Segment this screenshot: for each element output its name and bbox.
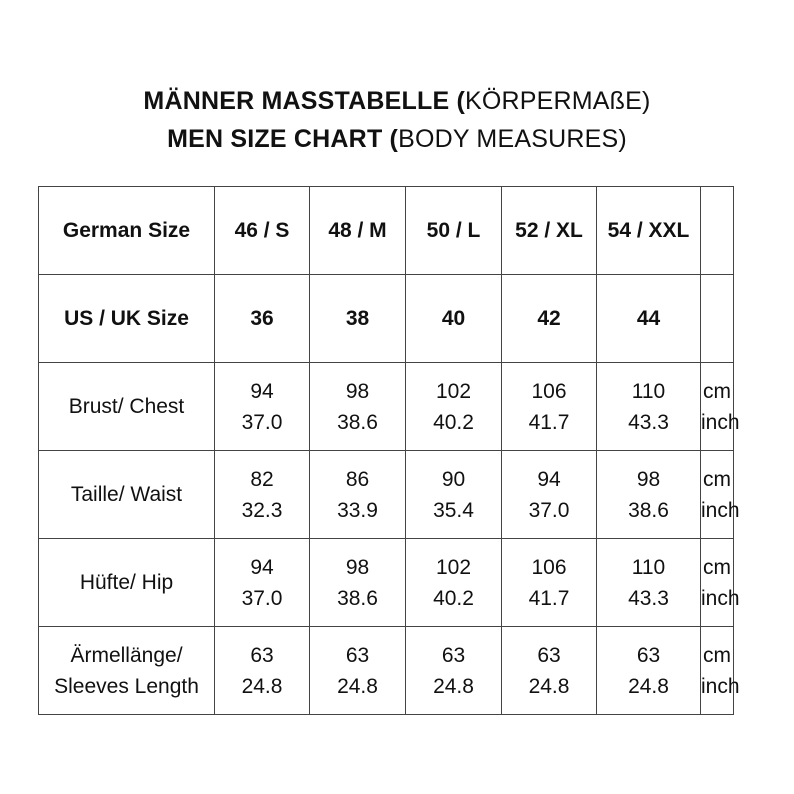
size-cell: 44 [597, 275, 701, 363]
table-body [39, 187, 740, 715]
value-cm: 102 [435, 555, 472, 579]
size-cell: 46 / S [215, 187, 310, 275]
row-label: German Size [39, 187, 215, 275]
row-label-line1: Brust/ Chest [68, 395, 185, 418]
unit-inch: inch [701, 586, 740, 610]
value-cm: 98 [345, 555, 370, 579]
value-cm: 106 [531, 379, 567, 403]
value-cm: 63 [250, 643, 274, 667]
german-size-row [39, 187, 734, 275]
row-label [39, 363, 215, 451]
size-cell: 42 [502, 275, 597, 363]
value-inch: 38.6 [337, 586, 378, 610]
size-cell: 36 [215, 275, 310, 363]
value-cm: 110 [631, 555, 666, 579]
value-cm: 94 [537, 467, 561, 491]
measure-row [39, 539, 734, 627]
value-inch: 24.8 [433, 674, 474, 698]
measure-row [39, 363, 734, 451]
measure-cell [597, 627, 701, 715]
measure-cell [215, 363, 310, 451]
row-label-line2: Sleeves Length [54, 674, 199, 698]
measure-cell [597, 363, 701, 451]
value-inch: 37.0 [528, 498, 570, 522]
size-cell: 48 / M [310, 187, 406, 275]
title-german-bold: MÄNNER MASSTABELLE ( [143, 87, 465, 115]
measure-cell [406, 539, 502, 627]
measure-cell [215, 627, 310, 715]
size-table [38, 186, 740, 715]
unit-inch: inch [701, 410, 740, 434]
row-label [39, 627, 215, 715]
measure-row [39, 627, 734, 715]
measure-cell [502, 363, 597, 451]
measure-row [39, 451, 734, 539]
value-inch: 32.3 [241, 498, 283, 522]
unit-cm: cm [703, 379, 731, 403]
value-inch: 43.3 [628, 586, 669, 610]
size-cell: 50 / L [406, 187, 502, 275]
row-label: US / UK Size [39, 275, 215, 363]
value-cm: 98 [345, 379, 370, 403]
value-cm: 63 [636, 643, 661, 667]
title-english [0, 120, 794, 158]
measure-cell [215, 539, 310, 627]
row-label [39, 451, 215, 539]
unit-inch: inch [701, 674, 740, 698]
measure-cell [406, 627, 502, 715]
value-cm: 94 [250, 555, 274, 579]
measure-cell [310, 539, 406, 627]
chart-title [0, 82, 794, 158]
us-uk-size-row [39, 275, 734, 363]
title-english-light: BODY MEASURES) [398, 125, 627, 153]
value-inch: 24.8 [628, 674, 669, 698]
value-inch: 24.8 [337, 674, 378, 698]
value-inch: 43.3 [628, 410, 669, 434]
title-german [0, 82, 794, 120]
value-cm: 106 [531, 555, 567, 579]
measure-cell [502, 627, 597, 715]
value-inch: 41.7 [528, 410, 570, 434]
unit-cm: cm [703, 643, 731, 667]
value-cm: 90 [441, 467, 466, 491]
measure-cell [502, 539, 597, 627]
value-inch: 24.8 [528, 674, 570, 698]
measure-cell [406, 363, 502, 451]
value-inch: 38.6 [628, 498, 669, 522]
unit-cm: cm [703, 467, 731, 491]
unit-inch: inch [701, 498, 740, 522]
measure-cell [310, 451, 406, 539]
value-cm: 94 [250, 379, 274, 403]
measure-cell [215, 451, 310, 539]
value-cm: 82 [250, 467, 274, 491]
measure-cell [406, 451, 502, 539]
value-inch: 33.9 [337, 498, 378, 522]
value-cm: 110 [631, 379, 666, 403]
size-cell: 54 / XXL [597, 187, 701, 275]
measure-cell [310, 363, 406, 451]
value-cm: 63 [345, 643, 370, 667]
value-inch: 38.6 [337, 410, 378, 434]
measure-cell [310, 627, 406, 715]
value-inch: 41.7 [528, 586, 570, 610]
row-label-line1: Ärmellänge/ [70, 643, 183, 667]
row-label [39, 539, 215, 627]
value-cm: 63 [537, 643, 561, 667]
value-inch: 40.2 [433, 410, 474, 434]
value-inch: 40.2 [433, 586, 474, 610]
title-german-light: KÖRPERMAßE) [465, 87, 651, 115]
row-label-line1: Hüfte/ Hip [79, 571, 174, 594]
value-cm: 86 [345, 467, 370, 491]
measure-cell [597, 451, 701, 539]
value-cm: 98 [636, 467, 661, 491]
value-inch: 35.4 [433, 498, 474, 522]
measure-cell [597, 539, 701, 627]
size-cell: 38 [310, 275, 406, 363]
size-cell: 52 / XL [502, 187, 597, 275]
value-inch: 37.0 [241, 410, 283, 434]
unit-cell [701, 451, 740, 539]
value-cm: 63 [441, 643, 466, 667]
value-inch: 24.8 [241, 674, 283, 698]
unit-cell-empty [701, 187, 734, 275]
value-cm: 102 [435, 379, 472, 403]
unit-cell [701, 627, 740, 715]
unit-cm: cm [703, 555, 731, 579]
size-cell: 40 [406, 275, 502, 363]
unit-cell-empty [701, 275, 734, 363]
unit-cell [701, 363, 740, 451]
unit-cell [701, 539, 740, 627]
measure-cell [502, 451, 597, 539]
row-label-line1: Taille/ Waist [70, 483, 183, 506]
value-inch: 37.0 [241, 586, 283, 610]
title-english-bold: MEN SIZE CHART ( [167, 125, 399, 153]
